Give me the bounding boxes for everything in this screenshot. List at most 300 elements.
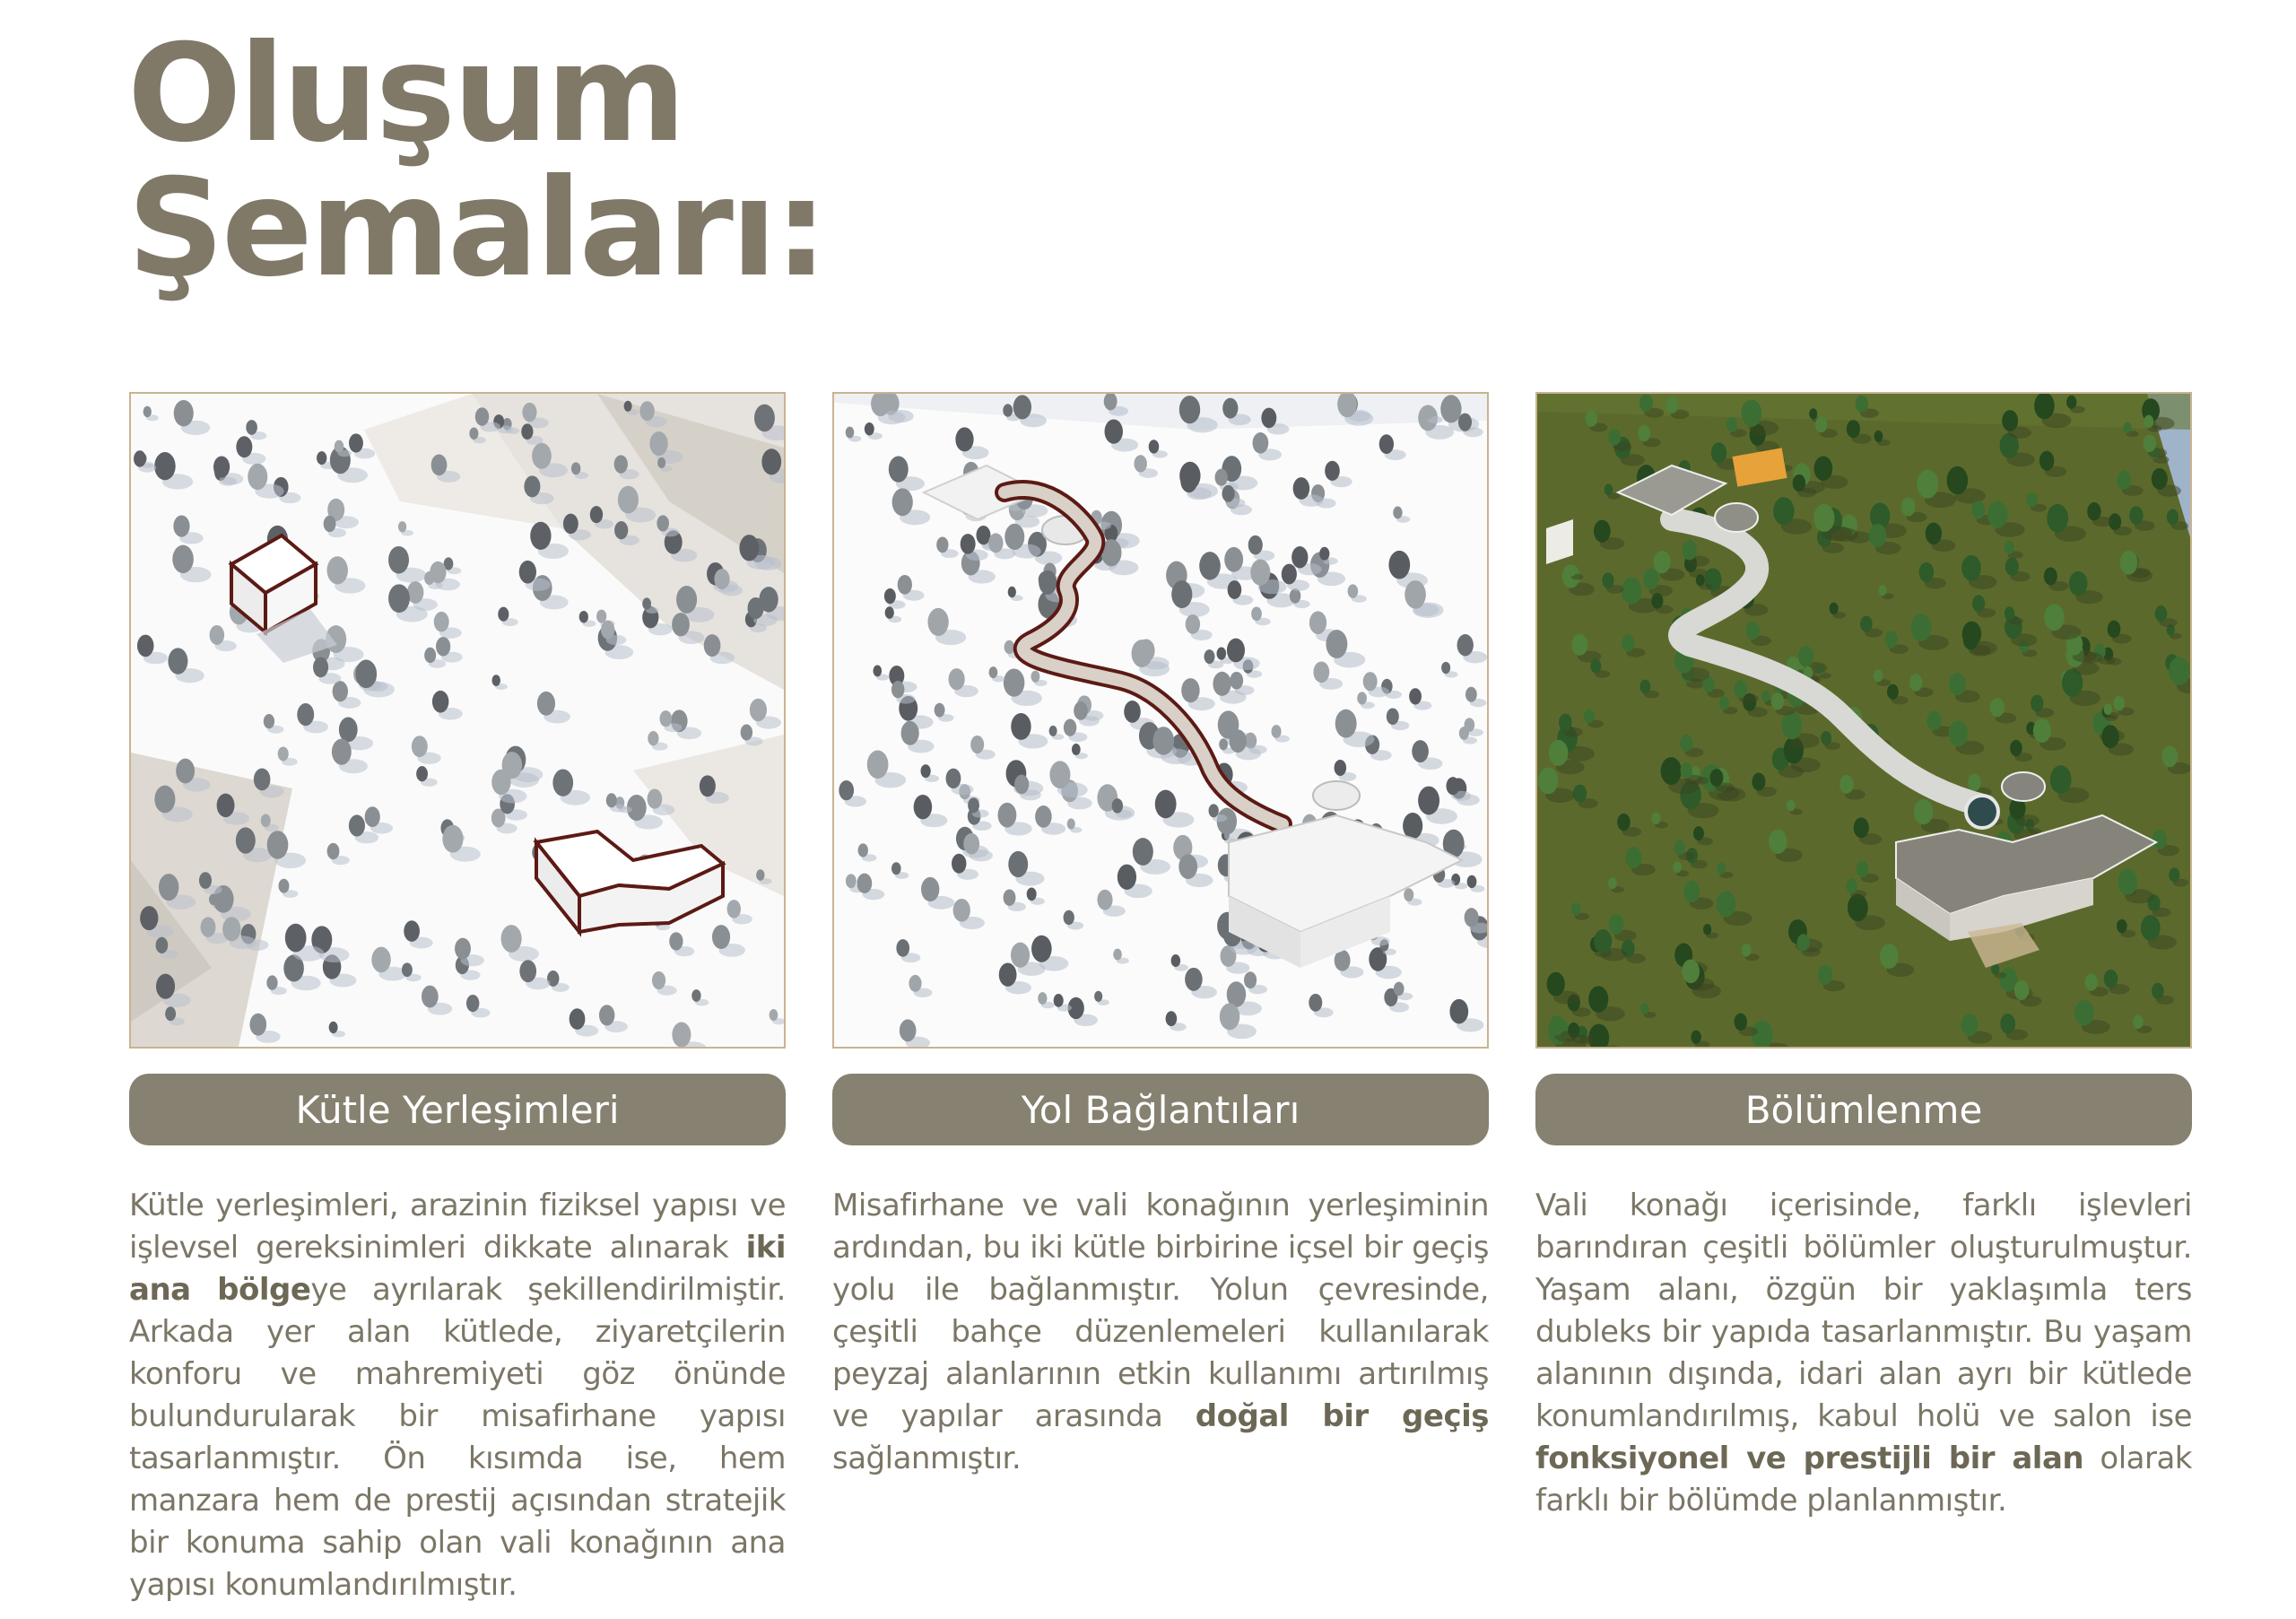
tree-crown [1049, 761, 1070, 788]
tree-crown [1549, 740, 1569, 766]
tree-crown [1105, 419, 1123, 443]
tree-crown [267, 831, 289, 859]
tree-crown [1253, 432, 1269, 454]
tree-crown [2104, 970, 2118, 988]
tree-crown [1874, 669, 1883, 682]
tree-crown [165, 1006, 176, 1021]
tree-crown [335, 440, 344, 453]
tree-crown [1639, 680, 1650, 694]
tree-crown [1639, 394, 1653, 412]
page-title [127, 16, 826, 307]
tree-crown [639, 401, 654, 421]
tree-crown [1681, 762, 1692, 779]
tree-crown [2044, 567, 2057, 585]
tree-crown [1393, 507, 1402, 519]
tree-crown [498, 607, 509, 622]
tree-crown [2144, 435, 2156, 452]
tree-crown [2133, 1015, 2143, 1029]
tree-crown [672, 613, 690, 636]
tree-crown [1856, 396, 1868, 413]
column-mass-placement [129, 392, 786, 1606]
tree-crown [1217, 648, 1227, 660]
tree-crown [1625, 847, 1641, 868]
tree-crown [1813, 504, 1834, 532]
tree-crown [657, 457, 665, 468]
heading-road-connections: Yol Bağlantıları [832, 1074, 1489, 1145]
tree-crown [1926, 523, 1942, 544]
tree-crown [858, 843, 868, 857]
tree-crown [339, 718, 358, 743]
tree-crown [2000, 1014, 2015, 1033]
tree-crown [1860, 615, 1873, 631]
tree-crown [1412, 740, 1429, 762]
tree-crown [424, 648, 436, 663]
tree-crown [614, 455, 628, 473]
tree-crown [1388, 551, 1410, 579]
tree-crown [998, 803, 1017, 828]
tree-crown [770, 1009, 778, 1021]
tree-crown [1674, 840, 1685, 856]
tree-crown [1418, 787, 1439, 815]
tree-crown [532, 443, 552, 469]
tree-crown [891, 862, 901, 875]
tree-crown [1166, 1011, 1178, 1026]
tree-crown [2026, 492, 2037, 507]
tree-crown [246, 420, 257, 435]
tree-crown [2074, 1000, 2094, 1026]
tree-crown [946, 769, 961, 788]
tree-crown [1746, 622, 1760, 640]
tree-crown [596, 610, 606, 623]
desc-text: Kütle yerleşimleri, arazinin fiziksel yapısı ve işlevsel gereksinimleri dikkate alınarak [129, 1188, 786, 1266]
tree-crown [976, 526, 990, 544]
tree-crown [1874, 431, 1883, 442]
tree-crown [1261, 408, 1276, 429]
tree-crown [896, 939, 909, 957]
tree-crown [1004, 640, 1015, 654]
tree-crown [1869, 524, 1886, 547]
tree-crown [657, 515, 669, 531]
tree-crown [1049, 726, 1057, 736]
tree-crown [1097, 890, 1112, 910]
tree-crown [1617, 814, 1631, 831]
heading-mass-placement: Kütle Yerleşimleri [129, 1074, 786, 1145]
tree-crown [1643, 569, 1659, 590]
zoning-render [1535, 392, 2192, 1049]
tree-crown [889, 457, 909, 483]
tree-crown [2129, 506, 2144, 525]
tree-crown [1919, 562, 1935, 582]
tree-crown [1602, 572, 1613, 588]
tree-crown [1538, 768, 1558, 795]
tree-crown [1696, 574, 1705, 586]
tree-crown [2066, 396, 2076, 409]
tree-crown [1155, 790, 1177, 819]
tree-crown [1547, 972, 1565, 997]
tree-crown [297, 703, 314, 726]
tree-crown [333, 681, 348, 701]
tree-crown [1013, 395, 1031, 419]
tree-crown [455, 938, 471, 960]
tree-crown [1457, 634, 1474, 656]
desc-text: Vali konağı içerisinde, farklı işlevleri barındıran çeşitli bölümler oluşturulmuştur. Yaşam alanı, özgün bir yaklaşımla ters dubleks bir yapıda tasarlanmıştır. Bu yaşam alanının dışında, idari alan ayrı bir kütlede konumlandırılmış, kabul holü ve salon ise [1535, 1188, 2192, 1434]
tree-crown [2155, 605, 2168, 622]
tree-crown [970, 736, 984, 753]
tree-crown [1064, 910, 1074, 925]
tree-crown [1205, 649, 1215, 664]
tree-crown [278, 746, 289, 761]
tree-crown [1680, 735, 1692, 752]
tree-crown [691, 989, 700, 1002]
tree-crown [1608, 429, 1621, 446]
tree-crown [1661, 757, 1682, 785]
tree-crown [422, 986, 439, 1008]
tree-crown [1230, 729, 1247, 753]
tree-crown [2152, 468, 2168, 490]
tree-crown [1011, 943, 1030, 968]
tree-crown [1809, 408, 1817, 419]
tree-crown [1008, 851, 1028, 877]
tree-crown [1394, 982, 1405, 996]
tree-crown [2169, 867, 2179, 882]
tree-crown [927, 608, 948, 636]
tree-crown [700, 775, 716, 796]
tree-crown [1219, 738, 1228, 750]
tree-crown [388, 584, 410, 613]
tree-crown [317, 451, 326, 465]
tree-crown [1949, 720, 1969, 746]
heading-zoning: Bölümlenme [1535, 1074, 2192, 1145]
tree-crown [955, 427, 973, 451]
tree-crown [949, 668, 965, 690]
tree-crown [1179, 396, 1200, 423]
road-connections-render [832, 392, 1489, 1049]
tree-crown [1405, 580, 1426, 609]
tree-crown [649, 431, 667, 456]
tree-crown [1112, 798, 1123, 814]
tree-crown [266, 975, 277, 989]
tree-crown [174, 400, 194, 426]
tree-crown [1363, 672, 1378, 691]
tree-crown [1004, 889, 1016, 906]
tree-crown [676, 586, 697, 614]
tree-crown [989, 666, 998, 678]
tree-crown [1335, 760, 1347, 776]
tree-crown [431, 455, 448, 476]
tree-crown [156, 937, 169, 953]
tree-crown [839, 780, 854, 800]
tree-crown [2123, 422, 2131, 434]
tree-crown [1857, 861, 1869, 877]
tree-crown [1152, 727, 1174, 755]
tree-crown [1917, 470, 1938, 499]
tree-crown [1781, 712, 1802, 740]
tree-crown [1003, 404, 1013, 416]
tree-crown [154, 786, 175, 814]
tree-crown [1847, 420, 1860, 438]
tree-crown [857, 874, 872, 893]
tree-crown [2152, 830, 2167, 849]
tree-crown [1054, 994, 1064, 1007]
tree-crown [648, 788, 663, 808]
mass-placement-illustration [131, 394, 784, 1047]
tree-crown [1691, 1031, 1700, 1044]
tree-crown [909, 975, 921, 992]
tree-crown [761, 448, 781, 474]
tree-crown [1742, 399, 1762, 426]
tree-crown [1588, 986, 1608, 1013]
desc-text: ye ayrılarak şekillendirilmiştir. Arkada yer alan kütlede, ziyaretçilerin konforu ve mahremiyeti göz önünde bulundurularak bir misafirhane yapısı tasarlanmıştır. Ön kısımda ise, hem manzara hem de prestij açısından stratejik bir konuma sahip olan vali konağının ana yapısı konumlandırılmıştır. [129, 1272, 786, 1603]
desc-emphasis: fonksiyonel ve prestijli bir alan [1535, 1441, 2084, 1476]
tree-crown [1185, 968, 1203, 991]
tree-crown [599, 1005, 614, 1025]
tree-crown [1067, 818, 1075, 829]
tree-crown [222, 917, 240, 941]
tree-crown [739, 535, 759, 561]
tree-crown [1227, 639, 1245, 663]
tree-crown [1608, 914, 1623, 935]
tree-crown [430, 561, 446, 584]
tree-crown [1209, 804, 1219, 817]
tree-crown [264, 714, 274, 728]
tree-crown [1571, 902, 1581, 916]
tree-crown [2031, 695, 2043, 712]
tree-crown [1113, 949, 1122, 961]
tree-crown [1821, 731, 1831, 745]
tree-crown [1683, 881, 1700, 902]
tree-crown [1622, 634, 1634, 651]
tree-crown [236, 827, 256, 853]
tree-crown [466, 995, 479, 1012]
tree-crown [285, 924, 307, 953]
desc-emphasis: iki ana bölge [129, 1230, 786, 1308]
tree-crown [2101, 725, 2118, 748]
tree-crown [491, 675, 500, 686]
tree-crown [999, 963, 1017, 987]
tree-crown [519, 960, 536, 982]
tree-crown [402, 962, 413, 977]
tree-crown [1008, 587, 1016, 597]
tree-crown [1011, 713, 1031, 740]
tree-crown [1441, 662, 1450, 674]
tree-crown [1961, 555, 1980, 581]
tree-crown [521, 423, 533, 440]
tree-crown [935, 703, 945, 718]
tree-crown [254, 769, 271, 791]
tree-crown [2005, 557, 2019, 575]
tree-crown [1244, 971, 1257, 988]
tree-crown [1171, 954, 1181, 967]
tree-crown [2167, 509, 2179, 526]
tree-crown [1571, 634, 1587, 656]
tree-crown [371, 947, 390, 973]
tree-crown [140, 906, 158, 930]
tree-crown [1132, 640, 1152, 667]
tree-crown [672, 1023, 691, 1047]
tree-crown [530, 522, 551, 550]
tree-crown [759, 587, 778, 612]
zoning-illustration [1537, 394, 2190, 1047]
tree-crown [1348, 584, 1359, 597]
tree-crown [416, 766, 428, 781]
description-mass-placement [129, 1185, 786, 1606]
tree-crown [522, 403, 536, 422]
tree-crown [867, 751, 889, 779]
tree-crown [524, 475, 540, 497]
tree-crown [1703, 924, 1711, 935]
tree-crown [1591, 659, 1602, 674]
tree-crown [953, 899, 970, 922]
desc-text: Misafirhane ve vali konağının yerleşiminin ardından, bu iki kütle birbirine içsel bir geçiş yolu ile bağlanmıştır. Yolun çevresinde, çeşitli bahçe düzenlemeleri kullanılarak peyzaj alanlarının etkin kullanımı artırılmış ve yapılar arasında [832, 1188, 1489, 1434]
tree-crown [865, 422, 874, 436]
tree-crown [1222, 485, 1234, 502]
tree-crown [210, 625, 225, 645]
tree-crown [1594, 520, 1611, 543]
tree-crown [1771, 692, 1785, 709]
tree-crown [1027, 887, 1037, 901]
tree-crown [1839, 775, 1854, 794]
tree-crown [1039, 570, 1057, 595]
tree-crown [1814, 457, 1833, 482]
tree-crown [1769, 830, 1787, 854]
tree-crown [1149, 440, 1160, 453]
tree-crown [1309, 994, 1322, 1012]
tree-crown [1440, 395, 1461, 422]
tree-crown [885, 606, 894, 619]
tree-crown [1719, 696, 1729, 709]
tree-crown [590, 506, 603, 523]
tree-crown [1271, 725, 1281, 738]
tree-crown [1446, 777, 1459, 795]
tree-crown [1963, 630, 1979, 650]
tree-crown [618, 486, 639, 514]
tree-crown [2113, 696, 2125, 711]
tree-crown [1387, 708, 1399, 725]
tree-crown [921, 877, 939, 901]
tree-crown [2104, 703, 2113, 715]
desc-text: olarak farklı bir bölümde planlanmıştır. [1535, 1441, 2192, 1519]
tree-crown [2005, 606, 2014, 620]
tree-crown [1594, 929, 1612, 953]
tree-crown [1949, 673, 1966, 695]
tree-crown [1854, 817, 1869, 838]
tree-crown [1909, 675, 1922, 692]
tree-crown [1465, 908, 1479, 927]
tree-crown [1031, 671, 1039, 683]
tree-crown [961, 534, 976, 554]
tree-crown [1074, 701, 1088, 720]
tree-crown [349, 814, 365, 836]
tree-crown [571, 462, 580, 474]
tree-crown [1186, 614, 1200, 634]
tree-crown [1911, 614, 1932, 641]
tree-crown [1230, 672, 1243, 690]
tree-crown [1403, 813, 1422, 840]
tree-crown [1313, 661, 1329, 683]
tree-crown [1584, 709, 1595, 723]
tree-crown [1326, 630, 1347, 658]
tree-crown [1072, 744, 1081, 755]
tree-crown [2141, 915, 2161, 941]
tree-crown [1665, 396, 1678, 413]
tree-crown [1293, 477, 1310, 500]
tree-crown [329, 1022, 338, 1033]
tree-crown [213, 456, 230, 477]
tree-crown [884, 588, 896, 604]
tree-crown [1335, 709, 1357, 738]
tree-crown [398, 521, 406, 532]
tree-crown [898, 575, 912, 595]
tree-crown [173, 515, 189, 536]
tree-crown [1742, 944, 1752, 956]
tree-crown [1199, 552, 1221, 579]
description-zoning [1535, 1185, 2192, 1522]
tree-crown [469, 428, 478, 440]
tree-crown [1947, 466, 1969, 495]
tree-crown [1734, 680, 1747, 698]
mass-placement-render [129, 392, 786, 1049]
tree-crown [1292, 546, 1308, 568]
tree-crown [1559, 714, 1572, 731]
tree-crown [1971, 500, 1985, 518]
tree-crown [501, 925, 522, 953]
tree-crown [2161, 746, 2178, 768]
tree-crown [199, 872, 212, 889]
tree-crown [1709, 769, 1723, 787]
tree-crown [1133, 838, 1153, 866]
tree-crown [914, 795, 933, 819]
tree-crown [1004, 668, 1024, 696]
tree-crown [1990, 698, 2005, 718]
tree-crown [217, 794, 235, 818]
tree-crown [249, 1014, 266, 1036]
column-zoning [1535, 392, 2192, 1522]
tree-crown [1682, 540, 1697, 560]
tree-crown [412, 736, 428, 757]
tree-crown [660, 710, 673, 727]
tree-crown [1035, 805, 1052, 828]
tree-crown [1180, 470, 1197, 492]
tree-crown [1251, 606, 1262, 621]
tree-crown [1379, 434, 1394, 454]
tree-crown [436, 637, 450, 657]
tree-crown [1171, 580, 1192, 608]
tree-crown [1651, 813, 1660, 824]
tree-crown [1880, 944, 1899, 969]
tree-crown [134, 450, 146, 466]
tree-crown [570, 1008, 586, 1030]
tree-crown [1178, 854, 1197, 879]
tree-crown [1884, 631, 1898, 648]
tree-crown [963, 833, 979, 855]
tree-crown [754, 405, 775, 432]
tree-crown [144, 406, 152, 417]
tree-crown [2047, 504, 2068, 533]
tree-crown [1987, 501, 2008, 528]
tree-crown [1409, 688, 1422, 704]
tree-crown [1038, 992, 1047, 1005]
tree-crown [261, 814, 271, 828]
tree-crown [1968, 774, 1980, 791]
tree-crown [1830, 603, 1839, 615]
tree-crown [2087, 502, 2100, 521]
tree-crown [519, 561, 536, 584]
tree-crown [1846, 878, 1857, 893]
tree-crown [2117, 919, 2127, 934]
tree-crown [1550, 1015, 1565, 1035]
tree-crown [1228, 580, 1242, 599]
tree-crown [1972, 595, 1985, 612]
